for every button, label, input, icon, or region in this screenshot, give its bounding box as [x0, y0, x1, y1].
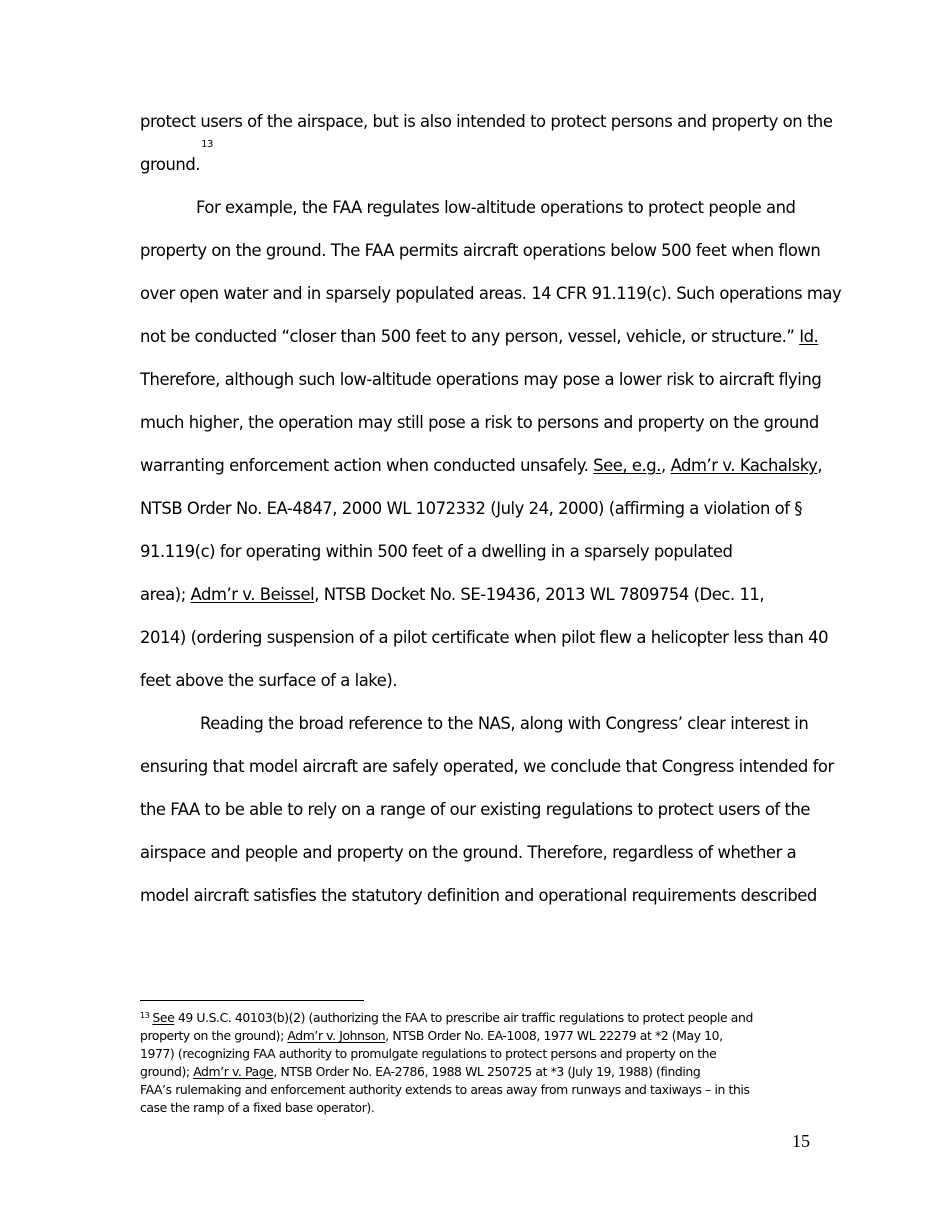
- citation-id: Id.: [799, 327, 819, 346]
- body-line: property on the ground. The FAA permits aircraft operations below 500 feet when flown: [140, 241, 821, 260]
- body-line: 2014) (ordering suspension of a pilot certificate when pilot flew a helicopter less than 40: [140, 628, 829, 647]
- footnote-line: property on the ground); Adm’r v. Johnson, NTSB Order No. EA-1008, 1977 WL 22279 at *2 (May 10,: [140, 1028, 723, 1043]
- footnote-line: ground); Adm’r v. Page, NTSB Order No. EA-2786, 1988 WL 250725 at *3 (July 19, 1988) (finding: [140, 1064, 701, 1079]
- case-name-page: Adm’r v. Page: [193, 1064, 274, 1079]
- body-line: not be conducted “closer than 500 feet to any person, vessel, vehicle, or structure.” Id.: [140, 327, 819, 346]
- body-text: [140, 100, 842, 917]
- paragraph-start: For example, the FAA regulates low-altitude operations to protect people and: [196, 198, 796, 217]
- body-line: ensuring that model aircraft are safely operated, we conclude that Congress intended for: [140, 757, 834, 776]
- body-line: model aircraft satisfies the statutory definition and operational requirements described: [140, 886, 817, 905]
- body-line: NTSB Order No. EA-4847, 2000 WL 1072332 (July 24, 2000) (affirming a violation of §: [140, 499, 803, 518]
- body-line: protect users of the airspace, but is also intended to protect persons and property on the: [140, 112, 833, 131]
- body-line: feet above the surface of a lake).: [140, 671, 398, 690]
- body-line: the FAA to be able to rely on a range of our existing regulations to protect users of the: [140, 800, 811, 819]
- footnote: [140, 1009, 815, 1117]
- body-line: ground.$^{13}$: [140, 139, 213, 174]
- body-line: much higher, the operation may still pose a risk to persons and property on the ground: [140, 413, 819, 432]
- body-line: warranting enforcement action when conducted unsafely. See, e.g., Adm’r v. Kachalsky,: [140, 456, 823, 475]
- footnote-marker: 13: [140, 1011, 150, 1020]
- footnote-reference[interactable]: 13: [201, 139, 213, 150]
- body-line: area); Adm’r v. Beissel, NTSB Docket No. SE-19436, 2013 WL 7809754 (Dec. 11,: [140, 585, 765, 604]
- footnote-separator: [140, 1000, 364, 1001]
- case-name-kachalsky: Adm’r v. Kachalsky: [670, 456, 818, 475]
- footnote-line: FAA’s rulemaking and enforcement authority extends to areas away from runways and taxiways – in this: [140, 1082, 750, 1097]
- paragraph-start: Reading the broad reference to the NAS, along with Congress’ clear interest in: [200, 714, 809, 733]
- page-number: 15: [792, 1131, 810, 1151]
- body-line: over open water and in sparsely populated areas. 14 CFR 91.119(c). Such operations may: [140, 284, 842, 303]
- citation-signal: See, e.g.: [593, 456, 662, 475]
- body-line: airspace and people and property on the ground. Therefore, regardless of whether a: [140, 843, 797, 862]
- body-line: Therefore, although such low-altitude operations may pose a lower risk to aircraft flying: [140, 370, 822, 389]
- footnote-line: $^{13}$ See 49 U.S.C. 40103(b)(2) (authorizing the FAA to prescribe air traffic regulations to protect people and: [140, 1010, 753, 1025]
- case-name-beissel: Adm’r v. Beissel: [190, 585, 315, 604]
- case-name-johnson: Adm’r v. Johnson: [287, 1028, 386, 1043]
- body-line: 91.119(c) for operating within 500 feet of a dwelling in a sparsely populated: [140, 542, 733, 561]
- footnote-line: case the ramp of a fixed base operator).: [140, 1100, 375, 1115]
- citation-signal: See: [152, 1010, 175, 1025]
- footnote-line: 1977) (recognizing FAA authority to promulgate regulations to protect persons and property on the: [140, 1046, 717, 1061]
